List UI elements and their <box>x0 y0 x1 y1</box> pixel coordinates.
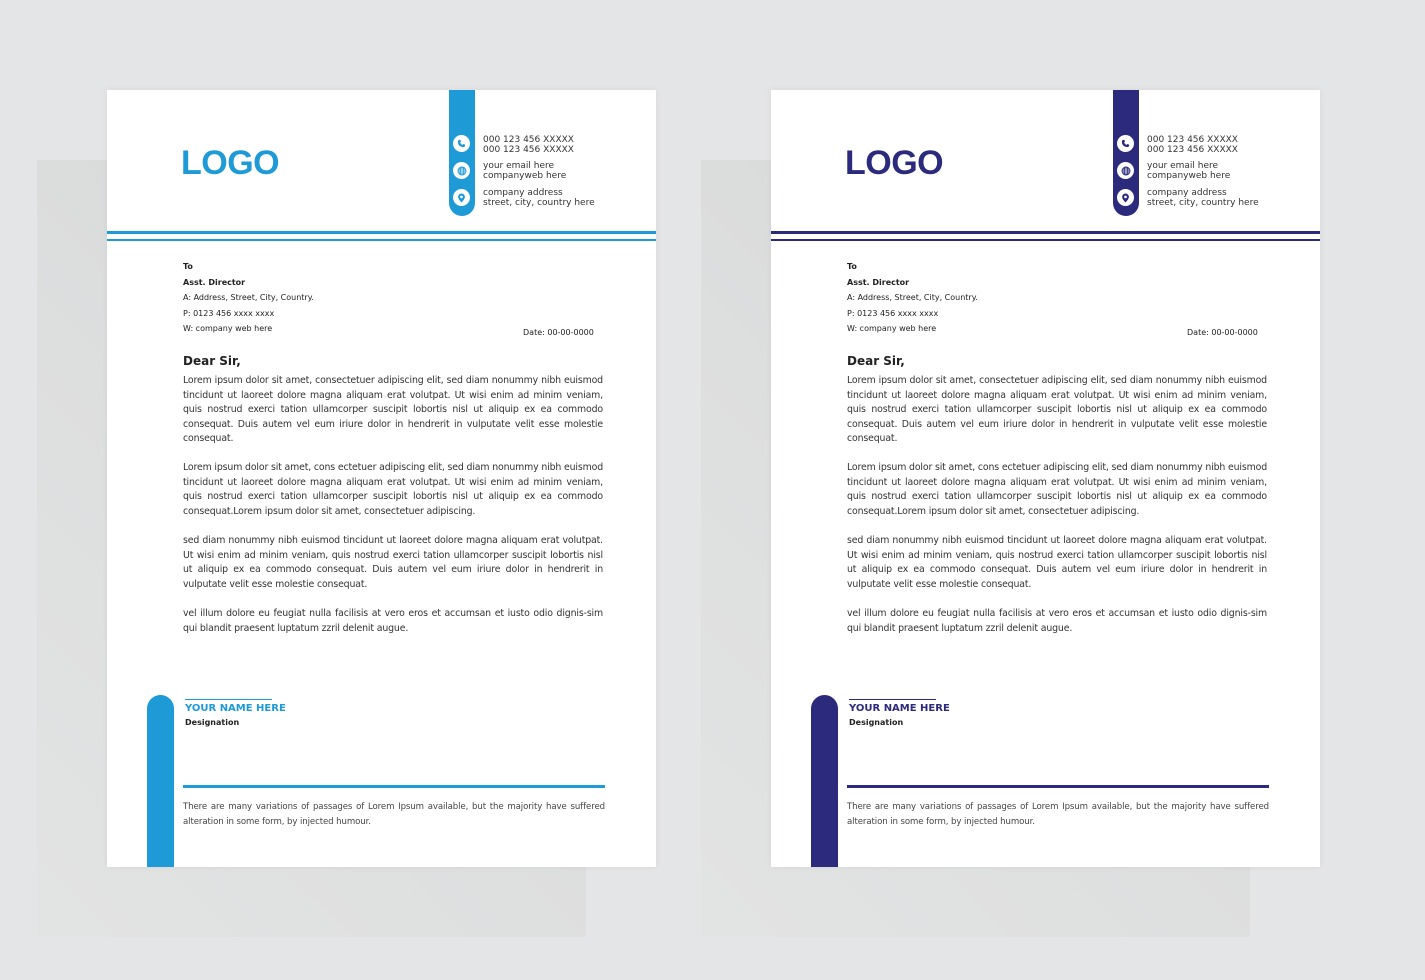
contact-address <box>1147 188 1259 208</box>
phone-number-2: 000 123 456 XXXXX <box>1147 145 1238 155</box>
body-paragraph-2: Lorem ipsum dolor sit amet, cons ectetuer adipiscing elit, sed diam nonummy nibh euismod tincidunt ut laoreet dolore magna aliquam erat volutpat. Ut wisi enim ad minim veniam, quis nostrud exerci tation ullamcorper suscipit lobortis nisl ut aliquip ex ea commodo consequat.Lorem ipsum dolor sit amet, consectetuer adipiscing. <box>847 462 1267 517</box>
signature-line <box>849 699 936 700</box>
letter-date: Date: 00-00-0000 <box>1187 328 1258 337</box>
body-paragraph-3: sed diam nonummy nibh euismod tincidunt ut laoreet dolore magna aliquam erat volutpat. Ut wisi enim ad minim veniam, quis nostrud exerci tation ullamcorper suscipit lobortis nisl ut aliquip ex ea commodo consequat. Duis autem vel eum iriure dolor in hendrerit in vulputate velit esse molestie consequat. <box>847 535 1267 590</box>
website-text: companyweb here <box>1147 171 1231 181</box>
company-logo: LOGO <box>181 144 280 182</box>
letterhead-navy <box>771 90 1320 867</box>
company-logo: LOGO <box>845 144 944 182</box>
salutation: Dear Sir, <box>183 354 241 368</box>
header-rule-thick <box>107 231 656 234</box>
location-pin-icon <box>453 189 470 206</box>
signature-designation: Designation <box>849 718 904 727</box>
recipient-to: To <box>183 262 193 271</box>
body-paragraph-1: Lorem ipsum dolor sit amet, consectetuer adipiscing elit, sed diam nonummy nibh euismod tincidunt ut laoreet dolore magna aliquam erat volutpat. Ut wisi enim ad minim veniam, quis nostrud exerci tation ullamcorper suscipit lobortis nisl ut aliquip ex ea commodo consequat. Duis autem vel eum iriure dolor in hendrerit in vulputate velit esse molestie consequat. <box>183 375 603 445</box>
location-pin-icon <box>1117 189 1134 206</box>
header-rule-thin <box>107 239 656 241</box>
body-paragraph-2: Lorem ipsum dolor sit amet, cons ectetuer adipiscing elit, sed diam nonummy nibh euismod tincidunt ut laoreet dolore magna aliquam erat volutpat. Ut wisi enim ad minim veniam, quis nostrud exerci tation ullamcorper suscipit lobortis nisl ut aliquip ex ea commodo consequat.Lorem ipsum dolor sit amet, consectetuer adipiscing. <box>183 462 603 517</box>
contact-phone <box>483 135 574 155</box>
phone-icon <box>453 135 470 152</box>
recipient-phone: P: 0123 456 xxxx xxxx <box>847 308 939 318</box>
signature-designation: Designation <box>185 718 240 727</box>
recipient-address: A: Address, Street, City, Country. <box>183 293 314 302</box>
recipient-block <box>183 262 314 340</box>
letter-date: Date: 00-00-0000 <box>523 328 594 337</box>
footer-text: There are many variations of passages of Lorem Ipsum available, but the majority have suffered alteration in some form, by injected humour. <box>847 802 1269 827</box>
phone-number-1: 000 123 456 XXXXX <box>483 135 574 145</box>
address-line-2: street, city, country here <box>1147 198 1259 208</box>
body-paragraph-4: vel illum dolore eu feugiat nulla facilisis at vero eros et accumsan et iusto odio dignis-sim qui blandit praesent luptatum zzril delenit augue. <box>847 608 1267 634</box>
globe-icon <box>1117 162 1134 179</box>
body-paragraph-4: vel illum dolore eu feugiat nulla facilisis at vero eros et accumsan et iusto odio dignis-sim qui blandit praesent luptatum zzril delenit augue. <box>183 608 603 634</box>
address-line-2: street, city, country here <box>483 198 595 208</box>
letterhead-blue <box>107 90 656 867</box>
contact-address <box>483 188 595 208</box>
contact-web <box>483 161 566 181</box>
phone-number-2: 000 123 456 XXXXX <box>483 145 574 155</box>
recipient-web: W: company web here <box>847 324 937 333</box>
address-line-1: company address <box>1147 188 1227 198</box>
contact-tab <box>1113 90 1139 216</box>
footer-text: There are many variations of passages of Lorem Ipsum available, but the majority have suffered alteration in some form, by injected humour. <box>183 802 605 827</box>
contact-phone <box>1147 135 1238 155</box>
email-text: your email here <box>483 161 555 171</box>
contact-web <box>1147 161 1230 181</box>
email-text: your email here <box>1147 161 1219 171</box>
footer-tab <box>147 695 174 867</box>
recipient-phone: P: 0123 456 xxxx xxxx <box>183 308 275 318</box>
salutation: Dear Sir, <box>847 354 905 368</box>
header-rule-thick <box>771 231 1320 234</box>
website-text: companyweb here <box>483 171 567 181</box>
footer-tab <box>811 695 838 867</box>
recipient-web: W: company web here <box>183 324 273 333</box>
signature-name: YOUR NAME HERE <box>185 703 286 714</box>
contact-tab <box>449 90 475 216</box>
footer-rule <box>183 785 605 788</box>
body-paragraph-3: sed diam nonummy nibh euismod tincidunt ut laoreet dolore magna aliquam erat volutpat. Ut wisi enim ad minim veniam, quis nostrud exerci tation ullamcorper suscipit lobortis nisl ut aliquip ex ea commodo consequat. Duis autem vel eum iriure dolor in hendrerit in vulputate velit esse molestie consequat. <box>183 535 603 590</box>
header-rule-thin <box>771 239 1320 241</box>
body-paragraph-1: Lorem ipsum dolor sit amet, consectetuer adipiscing elit, sed diam nonummy nibh euismod tincidunt ut laoreet dolore magna aliquam erat volutpat. Ut wisi enim ad minim veniam, quis nostrud exerci tation ullamcorper suscipit lobortis nisl ut aliquip ex ea commodo consequat. Duis autem vel eum iriure dolor in hendrerit in vulputate velit esse molestie consequat. <box>847 375 1267 445</box>
recipient-title: Asst. Director <box>847 277 910 287</box>
signature-line <box>185 699 272 700</box>
phone-number-1: 000 123 456 XXXXX <box>1147 135 1238 145</box>
recipient-block <box>847 262 978 340</box>
recipient-to: To <box>847 262 857 271</box>
phone-icon <box>1117 135 1134 152</box>
globe-icon <box>453 162 470 179</box>
recipient-address: A: Address, Street, City, Country. <box>847 293 978 302</box>
address-line-1: company address <box>483 188 563 198</box>
signature-name: YOUR NAME HERE <box>849 703 950 714</box>
recipient-title: Asst. Director <box>183 277 246 287</box>
footer-rule <box>847 785 1269 788</box>
